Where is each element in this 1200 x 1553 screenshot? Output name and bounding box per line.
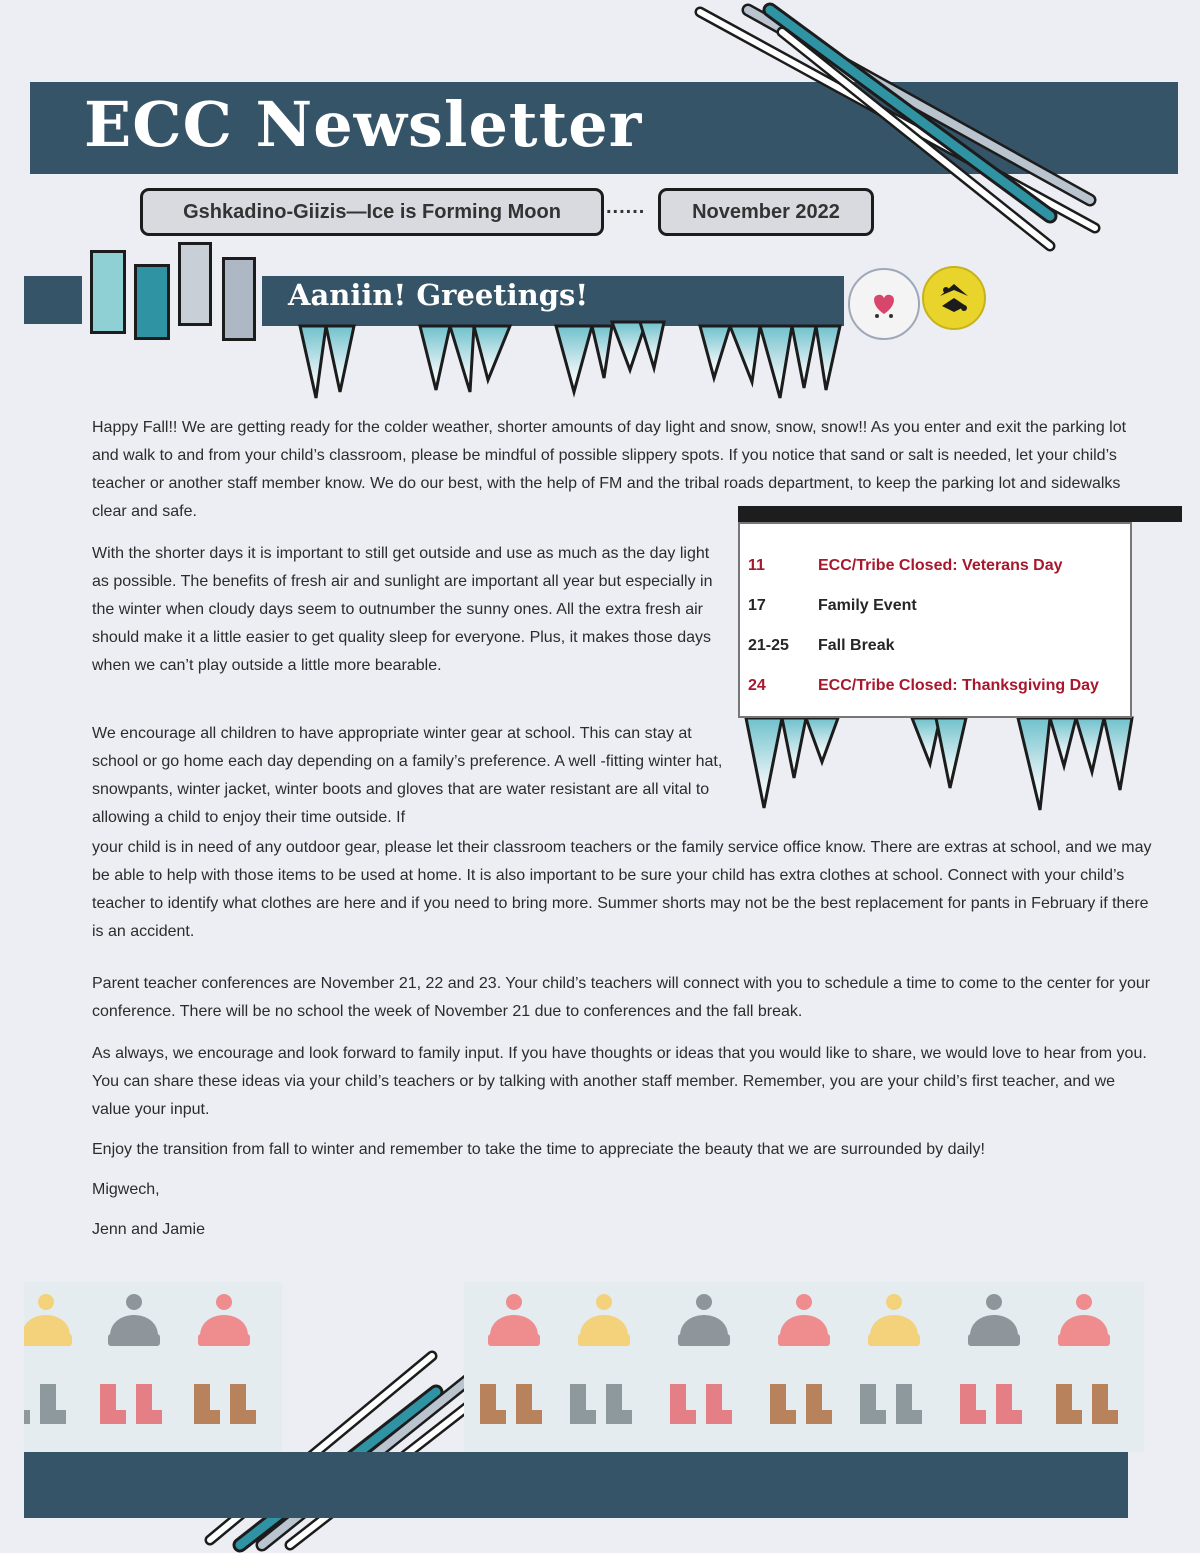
calendar-top-bar [738, 506, 1182, 522]
calendar-event: ECC/Tribe Closed: Veterans Day [818, 557, 1063, 574]
calendar-event: Fall Break [818, 637, 895, 654]
calendar-day: 24 [748, 677, 766, 694]
winter-hats-boots-illustration [24, 1282, 1144, 1452]
calendar-row [748, 637, 894, 655]
paragraph-conferences: Parent teacher conferences are November 21, 22 and 23. Your child’s teachers will connect with you to schedule a time to come to the center for your conference. There will be no school the week of November 21 due to conferences and the fall break. [92, 975, 1151, 1020]
issue-date-pill: November 2022 [658, 188, 874, 236]
calendar-row [748, 677, 1099, 695]
moon-name-pill: Gshkadino-Giizis—Ice is Forming Moon [140, 188, 604, 236]
calendar-row [748, 557, 1063, 575]
paragraph-enjoy-transition: Enjoy the transition from fall to winter and remember to take the time to appreciate the beauty that we are surrounded by daily! [92, 1141, 985, 1158]
calendar-event: Family Event [818, 597, 917, 614]
paragraph-family-input: As always, we encourage and look forward to family input. If you have thoughts or ideas that you would like to share, we would love to hear from you. You can share these ideas via your child’s teachers or by talking with another staff member. Remember, you are your child’s first teacher, and we value your input. [92, 1045, 1147, 1118]
paragraph-happy-fall: Happy Fall!! We are getting ready for the colder weather, shorter amounts of day light and snow, snow, snow!! As you enter and exit the parking lot and walk to and from your child’s classroom, please be mindful of possible slippery spots. If you notice that sand or salt is needed, let your child’s teacher or another staff member know. We do our best, with the help of FM and the tribal roads department, to keep the parking lot and sidewalks clear and safe. [92, 419, 1127, 520]
paragraph-winter-gear-end: your child is in need of any outdoor gear, please let their classroom teachers or the family service office know. There are extras at school, and we may be able to help with those items to be used at home. It is also important to be sure your child has extra clothes at school. Connect with your child’s teacher to identify what clothes are here and if you need to bring more. Summer shorts may not be the best replacement for pants in February if there is an accident. [92, 839, 1152, 940]
newsletter-title: ECC Newsletter [84, 88, 643, 161]
greeting-heading: Aaniin! Greetings! [288, 278, 589, 312]
program-seal-logo [848, 268, 920, 340]
calendar-day: 11 [748, 557, 765, 574]
closing-line: Migwech, [92, 1181, 160, 1198]
signature: Jenn and Jamie [92, 1221, 205, 1238]
calendar-row [748, 597, 917, 615]
calendar-day: 21-25 [748, 637, 789, 654]
calendar-event: ECC/Tribe Closed: Thanksgiving Day [818, 677, 1099, 694]
tribe-seal-logo [922, 266, 986, 330]
paragraph-shorter-days: With the shorter days it is important to still get outside and use as much as the day light as possible. The benefits of fresh air and sunlight are important all year but especially in the winter when cloudy days seem to outnumber the sunny ones. All the extra fresh air should make it a little easier to get quality sleep for everyone. Plus, it makes those days when we can’t play outside a little more bearable. [92, 545, 713, 674]
pill-separator: ...... [606, 196, 646, 218]
paragraph-winter-gear-start: We encourage all children to have appropriate winter gear at school. This can stay at school or go home each day depending on a family’s preference. A well -fitting winter hat, snowpants, winter jacket, winter boots and gloves that are water resistant are all vital to allowing a child to enjoy their time outside. If [92, 725, 723, 826]
footer-banner [24, 1452, 1128, 1518]
calendar-day: 17 [748, 597, 766, 614]
